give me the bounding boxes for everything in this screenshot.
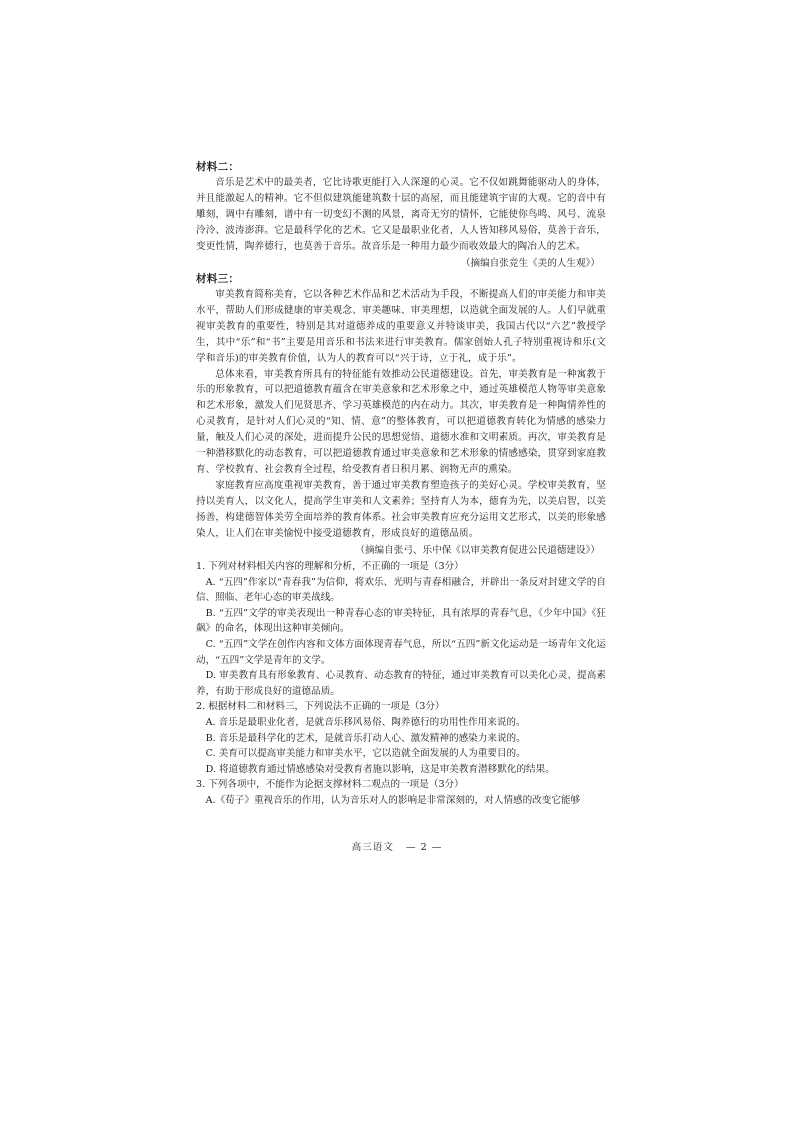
question-2: [196, 699, 606, 777]
page-footer: [0, 842, 794, 854]
material-two-paragraph: 音乐是艺术中的最美者，它比诗歌更能打入人深邃的心灵。它不仅如跳舞能驱动人的身体，并且能激起人的精神。它不但似建筑能建筑数十层的高屋，而且能建筑宇宙的大观。它的音中有雕刻，调中有雕刻，谱中有一切变幻不测的风景，离奇无穷的情怀，它能使你鸟鸣、风号、流泉泠泠、波涛澎湃。它是最科学化的艺术。它又是最职业化者，人人皆知移风易俗，莫善于音乐，变更性情，陶养德行，也莫善于音乐。故音乐是一种用力最少而收效最大的陶冶人的艺术。: [196, 177, 606, 252]
question-3-stem: 3. 下列各项中，不能作为论据支撑材料二观点的一项是（3分）: [196, 779, 464, 791]
question-1: [196, 559, 606, 699]
material-three-paragraph-1: 审美教育简称美育，它以各种艺术作品和艺术活动为手段，不断提高人们的审美能力和审美水平，帮助人们形成健康的审美观念、审美趣味、审美理想，以造就全面发展的人。人们早就重视审美教育的重要性，特别是其对道德养成的重要意义并特谈审美，我国古代以“六艺”教授学生，其中“乐”和“书”主要是用音乐和书法来进行审美教育。儒家创始人孔子特别重视诗和乐(文学和音乐)的审美教育价值，认为人的教育可以“兴于诗，立于礼，成于乐”。: [196, 289, 606, 364]
question-2-option-d: D. 将道德教育通过情感感染对受教育者施以影响，这是审美教育潜移默化的结果。: [205, 763, 555, 775]
material-two-source: （摘编自张竞生《美的人生观》）: [460, 257, 600, 269]
question-3: [196, 777, 606, 808]
question-3-option-a: A.《荀子》重视音乐的作用，认为音乐对人的影响是非常深刻的，对人情感的改变它能够: [205, 794, 581, 806]
material-two: [196, 160, 606, 271]
material-three-source: （摘编自张弓、乐中保《以审美教育促进公民道德建设》）: [355, 544, 600, 556]
question-2-option-c: C. 美育可以提高审美能力和审美水平，它以造就全面发展的人为重要目的。: [205, 748, 526, 760]
footer-subject: 高三语文: [351, 842, 394, 853]
material-three-heading: 材料三：: [196, 273, 240, 286]
question-1-option-b: B. “五四”文学的审美表现出一种青春心态的审美特征，具有浓厚的青春气息，《少年中国》《狂飙》的命名，体现出这种审美倾向。: [196, 607, 606, 635]
question-1-stem: 1. 下列对材料相关内容的理解和分析，不正确的一项是（3分）: [196, 561, 464, 573]
question-2-stem: 2. 根据材料二和材料三，下列说法不正确的一项是（3分）: [196, 701, 445, 713]
material-three-paragraph-2: 总体来看，审美教育所具有的特征能有效推动公民道德建设。首先，审美教育是一种寓教于乐的形象教育，可以把道德教育蕴含在审美意象和艺术形象之中，通过英雄模范人物等审美意象和艺术形象，激发人们见贤思齐、学习英雄模范的内在动力。其次，审美教育是一种陶情养性的心灵教育，是针对人们心灵的“知、情、意”的整体教育，可以把道德教育转化为情感的感染力量，触及人们心灵的深处，进而提升公民的思想觉悟、道德水准和文明素质。再次，审美教育是一种潜移默化的动态教育，可以把道德教育通过审美意象和艺术形象的情感感染，贯穿到家庭教育、学校教育、社会教育全过程，给受教育者日积月累、润物无声的熏染。: [196, 368, 606, 475]
question-2-option-a: A. 音乐是最职业化者，是就音乐移风易俗、陶养德行的功用性作用来说的。: [205, 716, 526, 728]
question-1-option-d: D. 审美教育具有形象教育、心灵教育、动态教育的特征，通过审美教育可以美化心灵、提高素养，有助于形成良好的道德品质。: [196, 670, 606, 697]
question-1-option-a: A. “五四”作家以“青春我”为信仰，将欢乐、光明与青春相融合，并辟出一条反对封建文学的自信、照临、老年心态的审美战线。: [196, 576, 606, 604]
material-three-paragraph-3: 家庭教育应高度重视审美教育，善于通过审美教育塑造孩子的美好心灵。学校审美教育，坚持以美育人，以文化人，提高学生审美和人文素养；坚持育人为本，德育为先，以美启智，以美扬善，构建德智体美劳全面培养的教育体系。社会审美教育应充分运用文艺形式，以美的形象感染人，让人们在审美愉悦中接受道德教育，形成良好的道德品质。: [196, 479, 606, 539]
page-content: [196, 160, 606, 809]
question-2-option-b: B. 音乐是最科学化的艺术，是就音乐打动人心、激发精神的感染力来说的。: [205, 732, 526, 744]
question-1-option-c: C. “五四”文学在创作内容和文体方面体现青春气息，所以“五四”新文化运动是一场青年文化运动，“五四”文学是青年的文学。: [196, 639, 606, 666]
material-three: [196, 272, 606, 558]
footer-page-number: — 2 —: [406, 842, 443, 853]
material-two-heading: 材料二：: [196, 161, 240, 173]
